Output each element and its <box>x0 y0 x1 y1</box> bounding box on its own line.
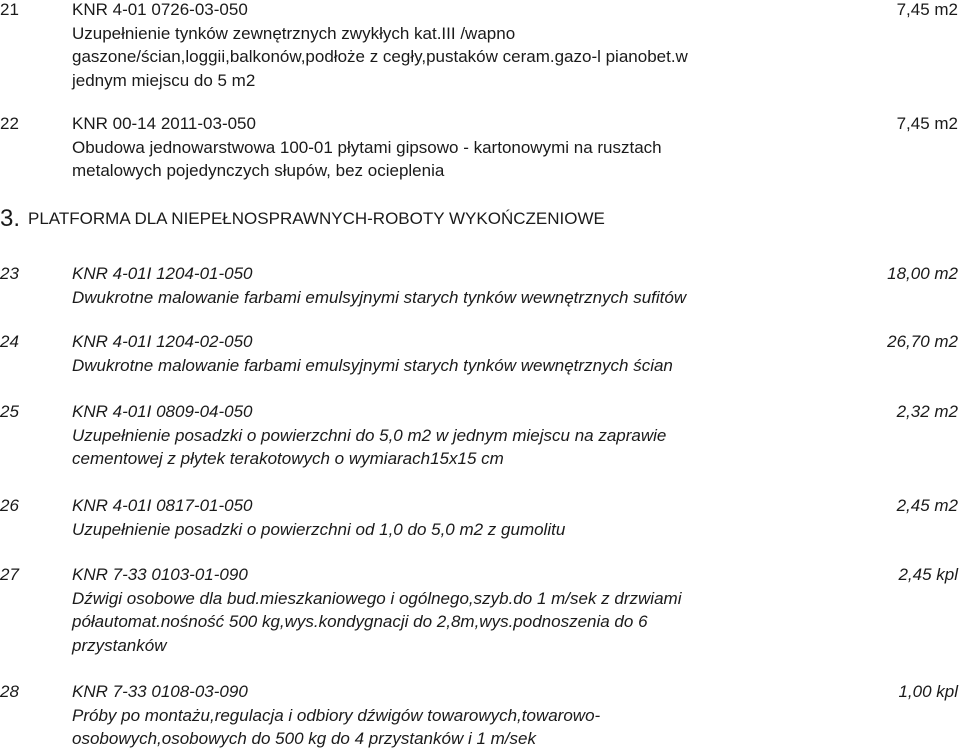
entry-code: KNR 4-01I 0809-04-050 <box>72 402 253 421</box>
entry-number: 21 <box>0 0 19 19</box>
entry-description: Uzupełnienie posadzki o powierzchni od 1,0 do 5,0 m2 z gumolitu <box>72 519 566 539</box>
entry-quantity: 2,32 m2 <box>896 402 958 421</box>
entry-number: 25 <box>0 402 19 421</box>
entry-code: KNR 4-01I 1204-02-050 <box>72 332 253 351</box>
entry-quantity: 2,45 m2 <box>896 496 958 515</box>
entry-code: KNR 7-33 0108-03-090 <box>72 682 248 701</box>
entry-description: Dwukrotne malowanie farbami emulsyjnymi starych tynków wewnętrznych sufitów <box>72 287 687 307</box>
entry-description: Obudowa jednowarstwowa 100-01 płytami gipsowo - kartonowymi na rusztach metalowych pojedynczych słupów, bez ocieplenia <box>72 137 662 180</box>
entry-code: KNR 4-01I 0817-01-050 <box>72 496 253 515</box>
entry-quantity: 18,00 m2 <box>887 264 958 283</box>
entry-description: Dwukrotne malowanie farbami emulsyjnymi starych tynków wewnętrznych ścian <box>72 355 673 375</box>
entry-description: Próby po montażu,regulacja i odbiory dźwigów towarowych,towarowo- osobowych,osobowych do 500 kg do 4 przystanków i 1 m/sek <box>72 705 601 748</box>
entry-code: KNR 4-01 0726-03-050 <box>72 0 248 19</box>
section-title: PLATFORMA DLA NIEPEŁNOSPRAWNYCH-ROBOTY WYKOŃCZENIOWE <box>28 209 605 228</box>
entry-code: KNR 4-01I 1204-01-050 <box>72 264 253 283</box>
entry-number: 23 <box>0 264 19 283</box>
entry-quantity: 1,00 kpl <box>898 682 958 701</box>
entry-quantity: 26,70 m2 <box>887 332 958 351</box>
entry-code: KNR 7-33 0103-01-090 <box>72 565 248 584</box>
entry-description: Dźwigi osobowe dla bud.mieszkaniowego i ogólnego,szyb.do 1 m/sek z drzwiami półautomat.nośność 500 kg,wys.kondygnacji do 2,8m,wys.podnoszenia do 6 przystanków <box>72 588 682 655</box>
section-number: 3. <box>0 205 21 232</box>
entry-description: Uzupełnienie tynków zewnętrznych zwykłych kat.III /wapno gaszone/ścian,loggii,balkonów,podłoże z cegły,pustaków ceram.gazo-l pianobet.w jednym miejscu do 5 m2 <box>72 23 688 90</box>
entry-number: 27 <box>0 565 19 584</box>
entry-number: 22 <box>0 114 19 133</box>
entry-number: 26 <box>0 496 19 515</box>
entry-description: Uzupełnienie posadzki o powierzchni do 5,0 m2 w jednym miejscu na zaprawie cementowej z płytek terakotowych o wymiarach15x15 cm <box>72 425 667 468</box>
entry-number: 28 <box>0 682 19 701</box>
entry-code: KNR 00-14 2011-03-050 <box>72 114 256 133</box>
entry-number: 24 <box>0 332 19 351</box>
section-heading <box>0 205 960 233</box>
entry-quantity: 7,45 m2 <box>896 114 958 133</box>
entry-quantity: 7,45 m2 <box>896 0 958 19</box>
entry-quantity: 2,45 kpl <box>898 565 958 584</box>
